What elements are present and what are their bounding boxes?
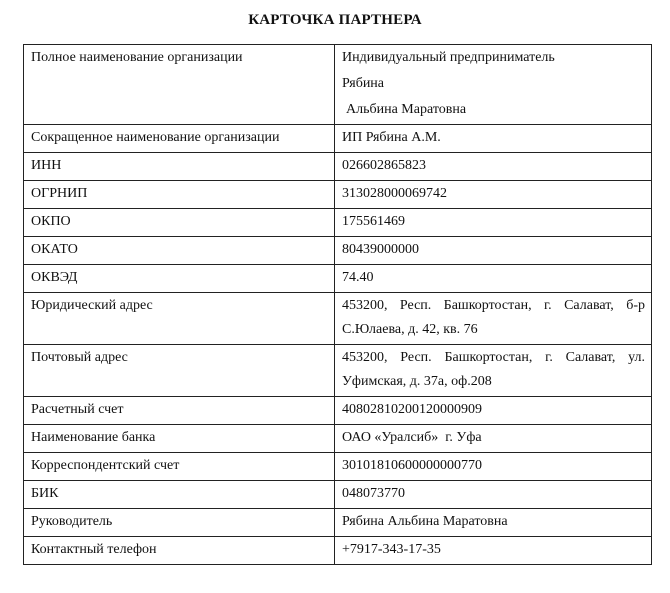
table-row-okpo: [24, 209, 652, 237]
row-value: 74.40: [335, 265, 652, 293]
row-value: Рябина Альбина Маратовна: [335, 509, 652, 537]
row-value: 80439000000: [335, 237, 652, 265]
row-value: +7917-343-17-35: [335, 537, 652, 565]
value-line: 453200, Респ. Башкортостан, г. Салават, б-р: [342, 298, 645, 313]
row-label: Руководитель: [24, 509, 335, 537]
row-label: ИНН: [24, 153, 335, 181]
row-label: ОГРНИП: [24, 181, 335, 209]
row-value: 40802810200120000909: [335, 397, 652, 425]
row-label: Сокращенное наименование организации: [24, 125, 335, 153]
row-value: [335, 293, 652, 345]
row-value: 30101810600000000770: [335, 453, 652, 481]
table-row-okato: [24, 237, 652, 265]
row-label: Контактный телефон: [24, 537, 335, 565]
table-row-correspondent-account: [24, 453, 652, 481]
table-row-director: [24, 509, 652, 537]
row-label: Расчетный счет: [24, 397, 335, 425]
row-value: 048073770: [335, 481, 652, 509]
row-value: 313028000069742: [335, 181, 652, 209]
row-label: Полное наименование организации: [24, 45, 335, 125]
table-row-phone: [24, 537, 652, 565]
table-row-bank-name: [24, 425, 652, 453]
row-value: 026602865823: [335, 153, 652, 181]
table-row-full-name: [24, 45, 652, 125]
row-label: Юридический адрес: [24, 293, 335, 345]
table-row-bik: [24, 481, 652, 509]
value-line: 453200, Респ. Башкортостан, г. Салават, ул.: [342, 350, 645, 365]
table-row-settlement-account: [24, 397, 652, 425]
value-line: Альбина Маратовна: [346, 102, 467, 117]
row-label: БИК: [24, 481, 335, 509]
partner-card-table: [23, 44, 652, 565]
row-value: 175561469: [335, 209, 652, 237]
table-row-postal-address: [24, 345, 652, 397]
table-row-legal-address: [24, 293, 652, 345]
row-label: Почтовый адрес: [24, 345, 335, 397]
row-value: [335, 345, 652, 397]
table-row-inn: [24, 153, 652, 181]
value-line: Индивидуальный предприниматель: [342, 50, 555, 65]
row-value: [335, 45, 652, 125]
row-label: ОКАТО: [24, 237, 335, 265]
row-label: Корреспондентский счет: [24, 453, 335, 481]
row-value: ИП Рябина А.М.: [335, 125, 652, 153]
row-label: Наименование банка: [24, 425, 335, 453]
row-label: ОКВЭД: [24, 265, 335, 293]
table-row-ogrnip: [24, 181, 652, 209]
value-line: Рябина: [342, 76, 385, 91]
table-row-short-name: [24, 125, 652, 153]
row-value: ОАО «Уралсиб» г. Уфа: [335, 425, 652, 453]
document-title: КАРТОЧКА ПАРТНЕРА: [248, 12, 422, 28]
row-label: ОКПО: [24, 209, 335, 237]
value-line: Уфимская, д. 37а, оф.208: [342, 374, 492, 389]
table-row-okved: [24, 265, 652, 293]
value-line: С.Юлаева, д. 42, кв. 76: [342, 322, 478, 337]
